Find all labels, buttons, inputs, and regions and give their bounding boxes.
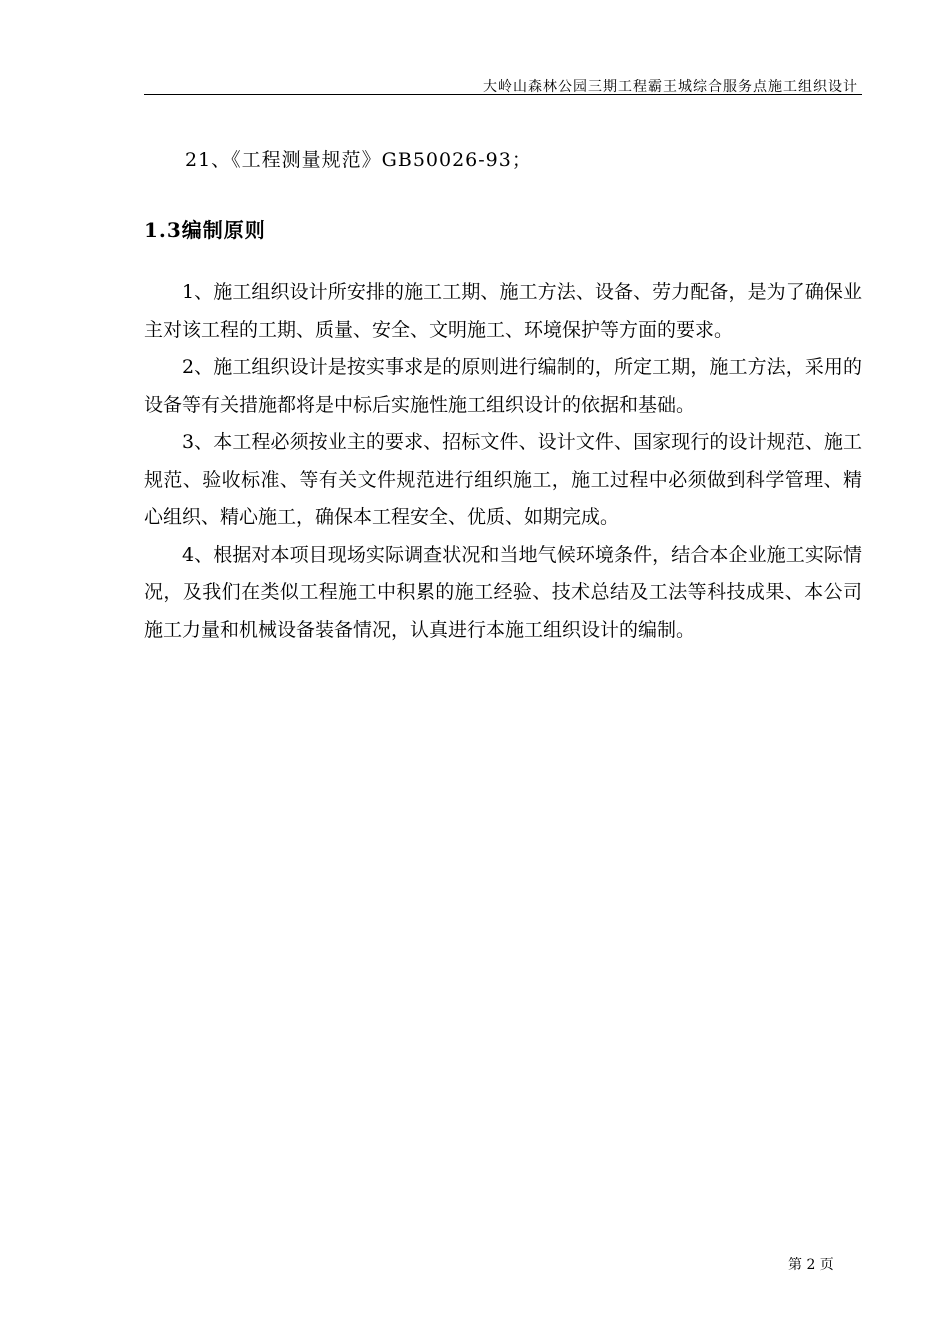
principle-paragraph-1: 1、施工组织设计所安排的施工工期、施工方法、设备、劳力配备，是为了确保业主对该工程的工期、质量、安全、文明施工、环境保护等方面的要求。 <box>144 281 862 341</box>
principle-paragraph-3: 3、本工程必须按业主的要求、招标文件、设计文件、国家现行的设计规范、施工规范、验收标准、等有关文件规范进行组织施工，施工过程中必须做到科学管理、精心组织、精心施工，确保本工程安全、优质、如期完成。 <box>144 431 862 528</box>
reference-item-21: 21、《工程测量规范》GB50026-93； <box>185 149 532 171</box>
principle-paragraph-4: 4、根据对本项目现场实际调查状况和当地气候环境条件，结合本企业施工实际情况，及我们在类似工程施工中积累的施工经验、技术总结及工法等科技成果、本公司施工力量和机械设备装备情况，认真进行本施工组织设计的编制。 <box>144 543 862 641</box>
section-heading: 1.3编制原则 <box>144 218 266 242</box>
page-header-title: 大岭山森林公园三期工程霸王城综合服务点施工组织设计 <box>483 79 858 95</box>
principle-paragraph-2: 2、施工组织设计是按实事求是的原则进行编制的，所定工期，施工方法，采用的设备等有关措施都将是中标后实施性施工组织设计的依据和基础。 <box>144 356 862 416</box>
page-number: 第 2 页 <box>788 1257 834 1273</box>
header-divider <box>144 94 862 95</box>
principles-list <box>144 274 862 649</box>
